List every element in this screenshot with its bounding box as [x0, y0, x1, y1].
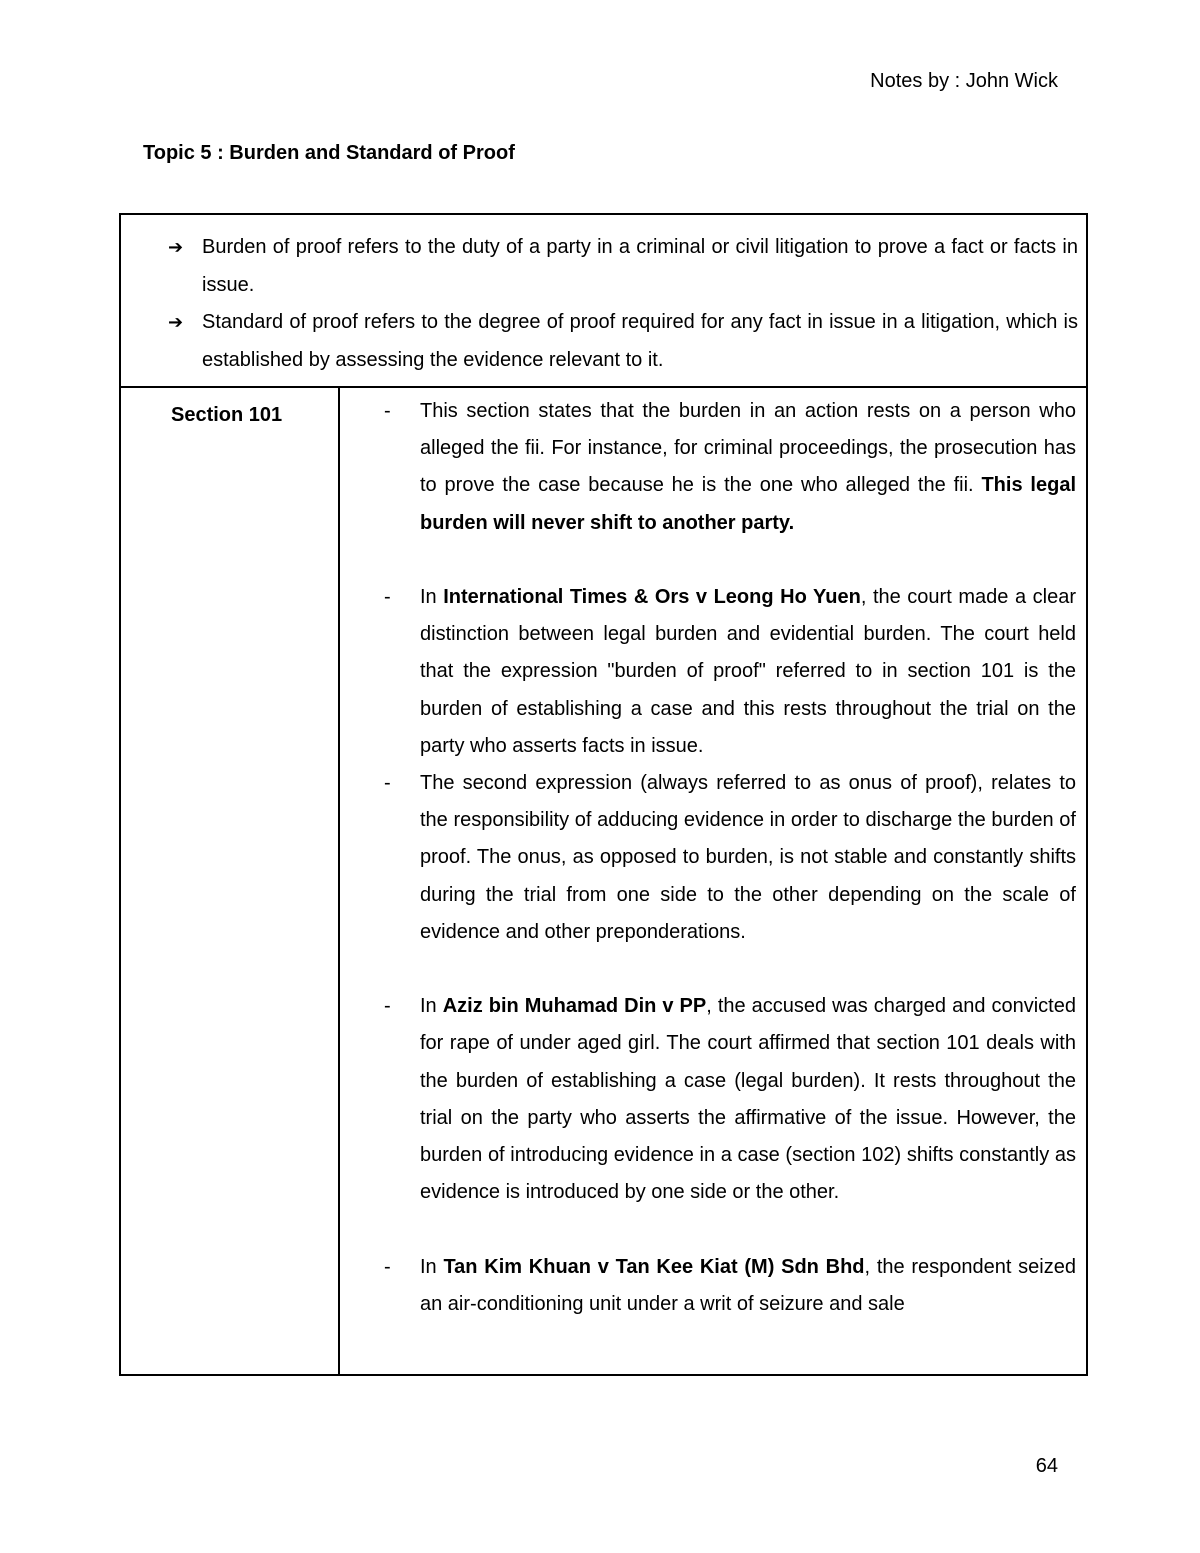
page-title: Topic 5 : Burden and Standard of Proof	[143, 142, 515, 164]
list-item	[384, 988, 1076, 1211]
intro-list	[168, 229, 1078, 379]
content-cell	[340, 388, 1086, 1374]
point-text: In	[420, 1255, 444, 1278]
list-item	[384, 765, 1076, 951]
page-number: 64	[1035, 1455, 1058, 1477]
intro-text: Standard of proof refers to the degree of proof required for any fact in issue in a litigation, which is established by assessing the evidence relevant to it.	[202, 311, 1078, 371]
arrow-right-icon: ➔	[168, 312, 184, 333]
point-bold-text: This legal burden will never shift to another party.	[420, 474, 1077, 534]
point-text: This section states that the burden in an action rests on a person who alleged the fii. For instance, for criminal proceedings, the prosecution has to prove the case because he is the one who alleged the fii.	[420, 400, 1076, 497]
intro-text: Burden of proof refers to the duty of a party in a criminal or civil litigation to prove a fact or facts in issue.	[202, 236, 1078, 296]
case-name: Tan Kim Khuan v Tan Kee Kiat (M) Sdn Bhd	[443, 1255, 865, 1278]
section-label: Section 101	[171, 404, 283, 426]
list-item	[384, 1249, 1076, 1323]
main-table	[119, 213, 1088, 1376]
dash-marker: -	[384, 995, 391, 1018]
intro-item	[168, 304, 1078, 379]
arrow-right-icon: ➔	[168, 237, 184, 258]
section-points	[384, 393, 1077, 1323]
point-text-tail: , the accused was charged and convicted for rape of under aged girl. The court affirmed that section 101 deals with the burden of establishing a case (legal burden). It rests throughout the trial on the party who asserts the affirmative of the issue. However, the burden of introducing evidence in a case (section 102) shifts constantly as evidence is introduced by one side or the other.	[420, 995, 1076, 1204]
notes-by: Notes by : John Wick	[870, 70, 1058, 92]
point-text-tail: , the court made a clear distinction between legal burden and evidential burden. The court held that the expression "burden of proof" referred to in section 101 is the burden of establishing a case and this rests throughout the trial on the party who asserts facts in issue.	[420, 586, 1076, 757]
point-text: In	[420, 995, 443, 1018]
point-text-tail: , the respondent seized an air-conditioning unit under a writ of seizure and sale	[420, 1255, 1076, 1315]
intro-cell	[121, 215, 1086, 388]
dash-marker: -	[384, 772, 391, 795]
point-text: The second expression (always referred to as onus of proof), relates to the responsibility of adducing evidence in order to discharge the burden of proof. The onus, as opposed to burden, is not stable and constantly shifts during the trial from one side to the other depending on the scale of evidence and other preponderations.	[420, 772, 1076, 943]
intro-item	[168, 229, 1078, 304]
dash-marker: -	[384, 586, 391, 608]
list-item	[384, 393, 1077, 542]
case-name: International Times & Ors v Leong Ho Yuen	[443, 586, 861, 608]
point-text: In	[420, 586, 444, 608]
list-item	[384, 579, 1076, 765]
dash-marker: -	[384, 1255, 391, 1278]
dash-marker: -	[384, 400, 391, 422]
case-name: Aziz bin Muhamad Din v PP	[442, 995, 707, 1018]
section-cell	[121, 388, 340, 1374]
